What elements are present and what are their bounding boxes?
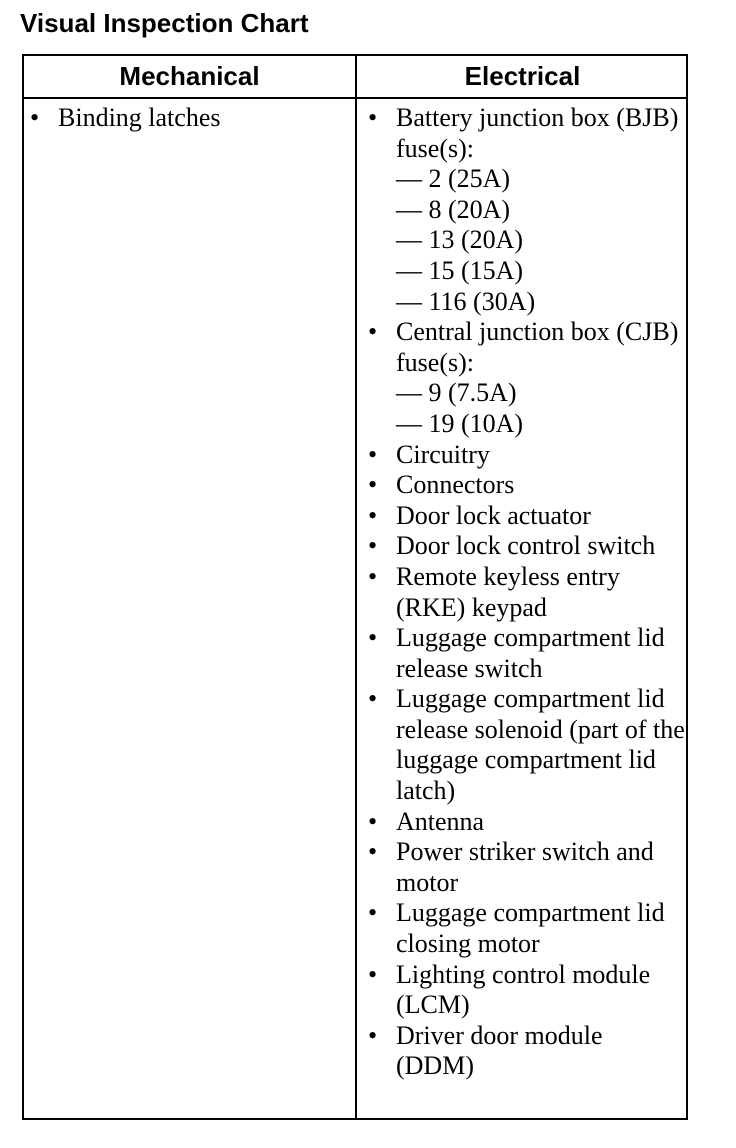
list-item: [368, 531, 686, 562]
sub-item: [368, 195, 686, 226]
header-mechanical: Mechanical: [119, 61, 260, 91]
list-item: [368, 960, 686, 1021]
electrical-cell: [368, 103, 686, 1082]
bullet: •: [368, 500, 378, 530]
sub-item-text: — 8 (20A): [396, 194, 511, 224]
header-divider: [24, 97, 686, 99]
bullet: •: [368, 1020, 378, 1050]
bullet: •: [30, 103, 40, 132]
sub-item-text: — 2 (25A): [396, 164, 511, 194]
bullet: •: [368, 959, 378, 989]
sub-item: [368, 409, 686, 440]
list-item: [368, 103, 686, 164]
sub-item-text: — 116 (30A): [396, 286, 536, 316]
list-item: [368, 470, 686, 501]
item-text: Battery junction box (BJB) fuse(s):: [396, 103, 679, 163]
list-item: [368, 898, 686, 959]
list-item: [368, 317, 686, 378]
list-item: [368, 1021, 686, 1082]
bullet: •: [368, 806, 378, 836]
page-title: Visual Inspection Chart: [20, 8, 309, 38]
sub-item: [368, 164, 686, 195]
column-divider: [355, 56, 357, 1118]
sub-item: [368, 225, 686, 256]
sub-item-text: — 19 (10A): [396, 408, 524, 438]
list-item: [368, 562, 686, 623]
item-text: Luggage compartment lid release switch: [396, 623, 665, 683]
bullet: •: [368, 623, 378, 653]
item-text: Circuitry: [396, 439, 490, 469]
item-text: Binding latches: [58, 103, 221, 132]
sub-item-text: — 15 (15A): [396, 255, 524, 285]
bullet: •: [368, 837, 378, 867]
item-text: Remote keyless entry (RKE) keypad: [396, 561, 620, 622]
list-item: [368, 440, 686, 471]
item-text: Driver door module (DDM): [396, 1020, 603, 1081]
mechanical-cell: [30, 103, 350, 134]
header-electrical: Electrical: [464, 61, 581, 91]
item-text: Door lock actuator: [396, 500, 591, 530]
list-item: [368, 684, 686, 806]
bullet: •: [368, 439, 378, 469]
list-item: [368, 501, 686, 532]
sub-item: [368, 256, 686, 287]
bullet: •: [368, 898, 378, 928]
bullet: •: [368, 470, 378, 500]
list-item: [30, 103, 350, 134]
sub-item: [368, 287, 686, 318]
item-text: Luggage compartment lid release solenoid (part of the luggage compartment lid latch): [396, 684, 685, 806]
visual-inspection-table: [22, 54, 688, 1120]
item-text: Luggage compartment lid closing motor: [396, 898, 665, 959]
item-text: Power striker switch and motor: [396, 837, 654, 897]
item-text: Antenna: [396, 806, 485, 836]
sub-item-text: — 9 (7.5A): [396, 378, 517, 408]
sub-item: [368, 378, 686, 409]
bullet: •: [368, 561, 378, 591]
item-text: Lighting control module (LCM): [396, 959, 651, 1020]
bullet: •: [368, 531, 378, 561]
bullet: •: [368, 103, 378, 132]
list-item: [368, 807, 686, 838]
item-text: Door lock control switch: [396, 531, 656, 561]
bullet: •: [368, 684, 378, 714]
item-text: Connectors: [396, 470, 515, 500]
list-item: [368, 837, 686, 898]
sub-item-text: — 13 (20A): [396, 225, 524, 255]
bullet: •: [368, 317, 378, 347]
item-text: Central junction box (CJB) fuse(s):: [396, 317, 679, 377]
list-item: [368, 623, 686, 684]
